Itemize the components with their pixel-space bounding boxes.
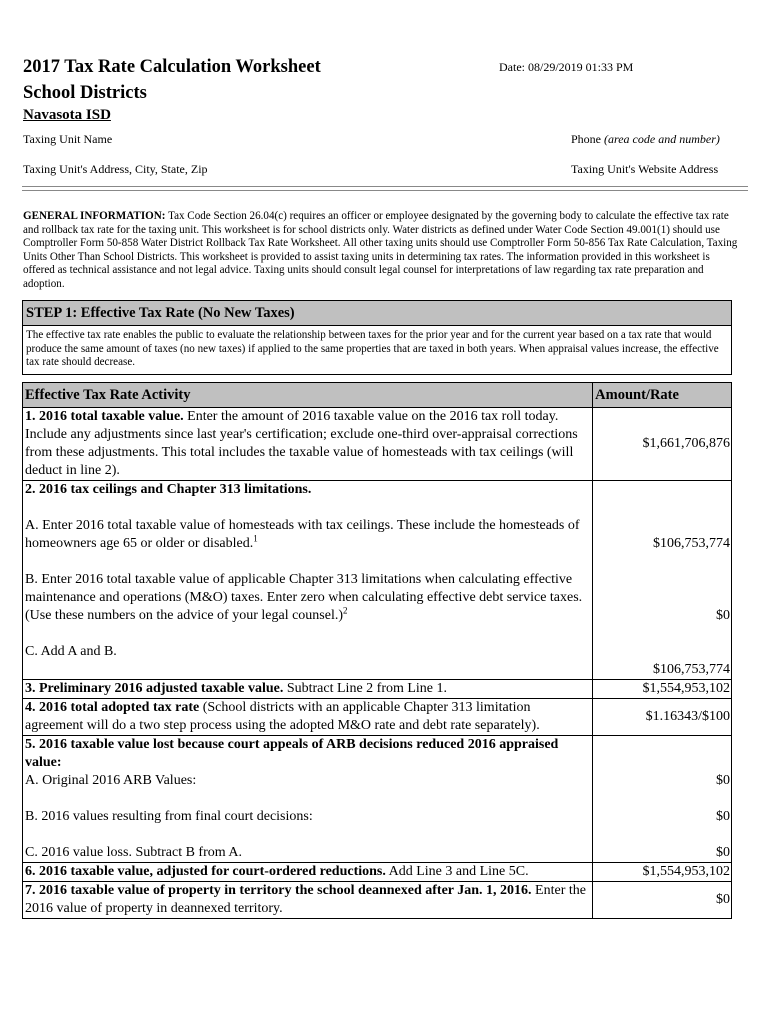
line1-heading: 1. 2016 total taxable value. bbox=[25, 409, 184, 424]
divider-top bbox=[22, 186, 748, 187]
line2b-text bbox=[25, 571, 590, 625]
line6-description bbox=[23, 863, 593, 882]
line5b-amount: $0 bbox=[716, 809, 730, 824]
line5c-text: C. 2016 value loss. Subtract B from A. bbox=[25, 845, 242, 860]
page-subtitle: School Districts bbox=[23, 83, 147, 103]
line1-description bbox=[23, 408, 593, 481]
line4-description bbox=[23, 699, 593, 736]
line5a-amount: $0 bbox=[716, 773, 730, 788]
line2a-text-body: A. Enter 2016 total taxable value of homesteads with tax ceilings. These include the homesteads of homeowners age 65 or older or disabled. bbox=[25, 518, 580, 551]
table-row-line1 bbox=[23, 408, 732, 481]
label-phone-text: Phone bbox=[571, 132, 601, 146]
line2a-text bbox=[25, 517, 590, 553]
line5c-amount: $0 bbox=[716, 845, 730, 860]
divider-bottom bbox=[22, 190, 748, 191]
line7-heading: 7. 2016 taxable value of property in territory the school deannexed after Jan. 1, 2016. bbox=[25, 883, 532, 898]
line2-description bbox=[23, 481, 593, 680]
line2c-text: C. Add A and B. bbox=[25, 644, 117, 659]
line4-text: (School districts with an applicable Chapter 313 limitation agreement will do a two step process using the adopted M&O rate and debt rate separately). bbox=[25, 700, 540, 733]
line3-description bbox=[23, 680, 593, 699]
label-taxing-unit-name: Taxing Unit Name bbox=[23, 132, 113, 146]
table-row-line7 bbox=[23, 882, 732, 919]
line2c-amount: $106,753,774 bbox=[653, 662, 730, 677]
step1-section bbox=[22, 300, 732, 375]
label-website: Taxing Unit's Website Address bbox=[571, 162, 719, 176]
step1-heading: STEP 1: Effective Tax Rate (No New Taxes) bbox=[23, 301, 731, 326]
table-header-row bbox=[23, 383, 732, 408]
line5-amounts bbox=[593, 736, 732, 863]
line5-heading: 5. 2016 taxable value lost because court appeals of ARB decisions reduced 2016 appraised value: bbox=[25, 737, 559, 770]
col-activity-header: Effective Tax Rate Activity bbox=[23, 383, 593, 408]
line4-amount: $1.16343/$100 bbox=[593, 699, 732, 736]
date-stamp: Date: 08/29/2019 01:33 PM bbox=[499, 60, 634, 74]
line2b-amount: $0 bbox=[716, 608, 730, 623]
page-title: 2017 Tax Rate Calculation Worksheet bbox=[23, 57, 321, 77]
line7-text: Enter the 2016 value of property in deannexed territory. bbox=[25, 883, 586, 916]
line6-amount: $1,554,953,102 bbox=[593, 863, 732, 882]
line5-description bbox=[23, 736, 593, 863]
line3-heading: 3. Preliminary 2016 adjusted taxable value. bbox=[25, 681, 284, 696]
col-amount-header: Amount/Rate bbox=[593, 383, 732, 408]
label-phone bbox=[571, 132, 720, 147]
table-row-line2 bbox=[23, 481, 732, 680]
effective-tax-rate-table bbox=[22, 382, 732, 919]
line2a-amount: $106,753,774 bbox=[653, 536, 730, 551]
label-address: Taxing Unit's Address, City, State, Zip bbox=[23, 162, 208, 176]
line2-heading: 2. 2016 tax ceilings and Chapter 313 limitations. bbox=[25, 482, 312, 497]
line7-amount: $0 bbox=[593, 882, 732, 919]
table-row-line4 bbox=[23, 699, 732, 736]
step1-description: The effective tax rate enables the public to evaluate the relationship between taxes for the prior year and for the current year based on a tax rate that would produce the same amount of taxes (no new taxes) if applied to the same properties that are taxed in both years. When appraisal values increase, the effective tax rate should decrease. bbox=[23, 326, 731, 375]
table-row-line3 bbox=[23, 680, 732, 699]
line5a-text: A. Original 2016 ARB Values: bbox=[25, 773, 197, 788]
line3-text: Subtract Line 2 from Line 1. bbox=[283, 681, 448, 696]
line7-description bbox=[23, 882, 593, 919]
taxing-unit-name: Navasota ISD bbox=[23, 107, 111, 123]
line2a-footnote-ref: 1 bbox=[253, 533, 258, 544]
general-information bbox=[23, 210, 743, 292]
general-information-heading: GENERAL INFORMATION: bbox=[23, 210, 166, 222]
general-information-text: Tax Code Section 26.04(c) requires an officer or employee designated by the governing body to calculate the effective tax rate and rollback tax rate for the taxing unit. This worksheet is for school districts only. Water districts as defined under Water Code Section 49.001(1) should use Comptroller Form 50-858 Water District Rollback Tax Rate Worksheet. All other taxing units should use Comptroller Form 50-856 Tax Rate Calculation, Taxing Units Other Than School Districts. This worksheet is provided to assist taxing units in determining tax rates. The information provided in this worksheet is offered as technical assistance and not legal advice. Taxing units should consult legal counsel for interpretations of law regarding tax rate preparation and adoption. bbox=[23, 210, 738, 290]
label-phone-hint: (area code and number) bbox=[604, 132, 720, 146]
line4-heading: 4. 2016 total adopted tax rate bbox=[25, 700, 200, 715]
line2b-footnote-ref: 2 bbox=[343, 605, 348, 616]
line1-amount: $1,661,706,876 bbox=[593, 408, 732, 481]
line2-amounts bbox=[593, 481, 732, 680]
table-row-line5 bbox=[23, 736, 732, 863]
line6-text: Add Line 3 and Line 5C. bbox=[385, 864, 529, 879]
line1-text: Enter the amount of 2016 taxable value on the 2016 tax roll today. Include any adjustments since last year's certification; exclude one-third over-appraisal corrections from these adjustments. This total includes the taxable value of homesteads with tax ceilings (will deduct in line 2). bbox=[25, 409, 578, 478]
line5b-text: B. 2016 values resulting from final court decisions: bbox=[25, 809, 313, 824]
line6-heading: 6. 2016 taxable value, adjusted for court-ordered reductions. bbox=[25, 864, 386, 879]
table-row-line6 bbox=[23, 863, 732, 882]
line3-amount: $1,554,953,102 bbox=[593, 680, 732, 699]
line2b-text-body: B. Enter 2016 total taxable value of applicable Chapter 313 limitations when calculating effective maintenance and operations (M&O) taxes. Enter zero when calculating effective debt service taxes. (Use these numbers on the advice of your legal counsel.) bbox=[25, 572, 583, 623]
